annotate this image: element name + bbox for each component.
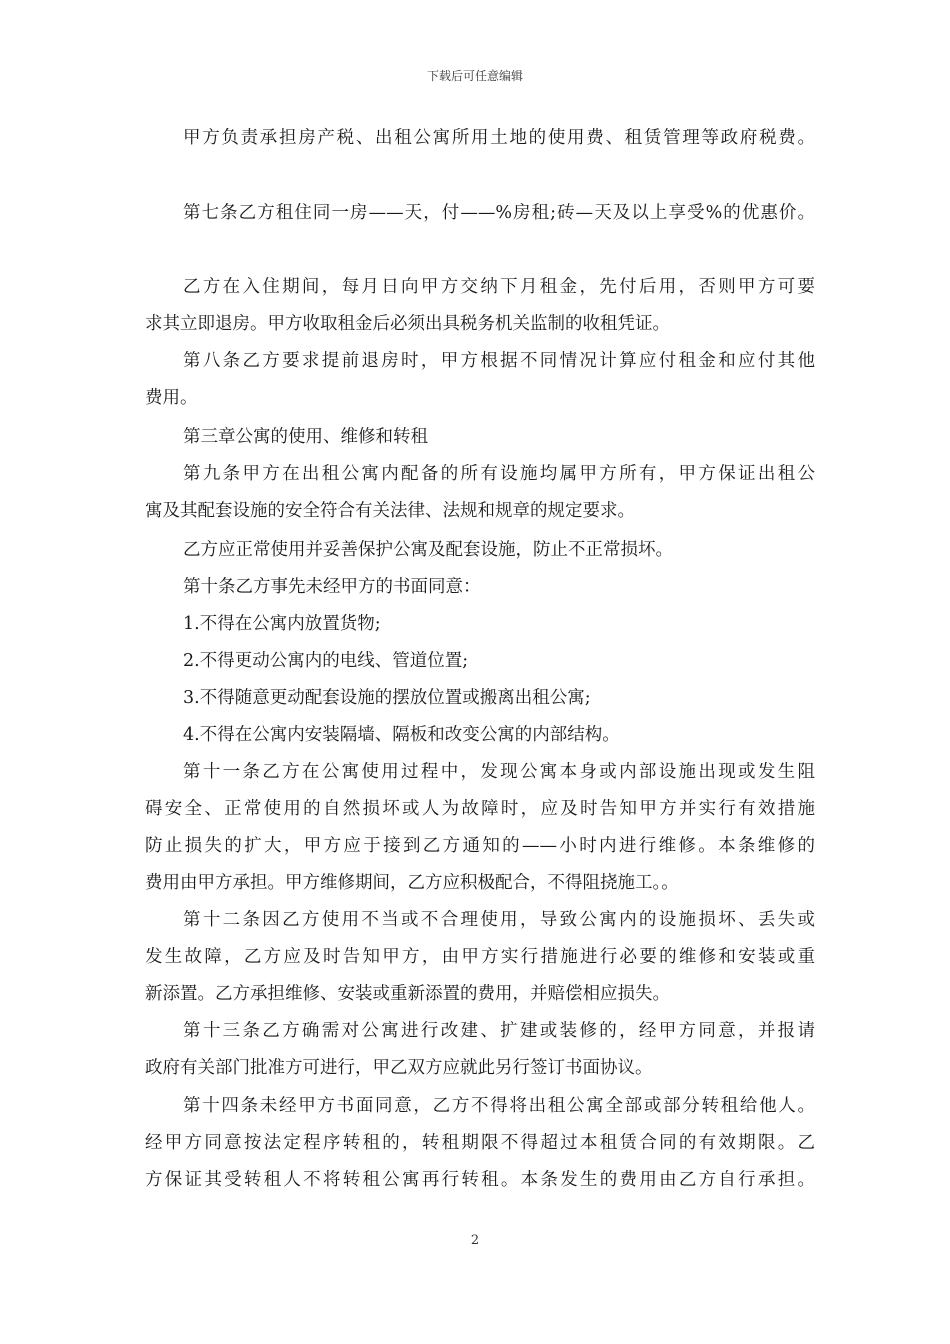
list-item: 3.不得随意更动配套设施的摆放位置或搬离出租公寓; (183, 688, 591, 708)
paragraph-line: 第十三条乙方确需对公寓进行改建、扩建或装修的，经甲方同意，并报请 (183, 1021, 815, 1041)
paragraph-line: 第九条甲方在出租公寓内配备的所有设施均属甲方所有，甲方保证出租公 (183, 464, 815, 484)
paragraph-line: 第八条乙方要求提前退房时，甲方根据不同情况计算应付租金和应付其他 (183, 351, 815, 371)
paragraph-line: 政府有关部门批准方可进行，甲乙双方应就此另行签订书面协议。 (145, 1058, 653, 1078)
paragraph-line: 第十二条因乙方使用不当或不合理使用，导致公寓内的设施损坏、丢失或 (183, 910, 815, 930)
paragraph-line: 求其立即退房。甲方收取租金后必须出具税务机关监制的收租凭证。 (145, 314, 670, 334)
paragraph-line: 第七条乙方租住同一房——天，付——%房租;砖—天及以上享受%的优惠价。 (183, 203, 815, 223)
paragraph-line: 新添置。乙方承担维修、安装或重新添置的费用，并赔偿相应损失。 (145, 984, 670, 1004)
page-number: 2 (470, 1233, 480, 1248)
paragraph-line: 防止损失的扩大，甲方应于接到乙方通知的——小时内进行维修。本条维修的 (145, 836, 815, 856)
list-item: 2.不得更动公寓内的电线、管道位置; (183, 651, 469, 671)
paragraph-line: 经甲方同意按法定程序转租的，转租期限不得超过本租赁合同的有效期限。乙 (145, 1133, 815, 1153)
paragraph-line: 费用由甲方承担。甲方维修期间，乙方应积极配合，不得阻挠施工。。 (145, 873, 679, 893)
paragraph-line: 方保证其受转租人不将转租公寓再行转租。本条发生的费用由乙方自行承担。 (145, 1170, 815, 1190)
paragraph-line: 第十条乙方事先未经甲方的书面同意： (183, 577, 481, 597)
paragraph-line: 发生故障，乙方应及时告知甲方，由甲方实行措施进行必要的维修和安装或重 (145, 947, 815, 967)
paragraph-line: 第十一条乙方在公寓使用过程中，发现公寓本身或内部设施出现或发生阻 (183, 762, 815, 782)
list-item: 4.不得在公寓内安装隔墙、隔板和改变公寓的内部结构。 (183, 725, 620, 745)
paragraph-line: 寓及其配套设施的安全符合有关法律、法规和规章的规定要求。 (145, 501, 635, 521)
paragraph-line: 甲方负责承担房产税、出租公寓所用土地的使用费、租赁管理等政府税费。 (183, 128, 815, 148)
chapter-heading: 第三章公寓的使用、维修和转租 (183, 427, 428, 447)
paragraph-line: 费用。 (145, 388, 198, 408)
paragraph-line: 第十四条未经甲方书面同意，乙方不得将出租公寓全部或部分转租给他人。 (183, 1096, 815, 1116)
list-item: 1.不得在公寓内放置货物; (183, 614, 381, 634)
paragraph-line: 乙方应正常使用并妥善保护公寓及配套设施，防止不正常损坏。 (183, 540, 673, 560)
page-header: 下载后可任意编辑 (426, 69, 523, 83)
paragraph-line: 乙方在入住期间，每月日向甲方交纳下月租金，先付后用，否则甲方可要 (183, 277, 815, 297)
paragraph-line: 碍安全、正常使用的自然损坏或人为故障时，应及时告知甲方并实行有效措施 (145, 799, 815, 819)
